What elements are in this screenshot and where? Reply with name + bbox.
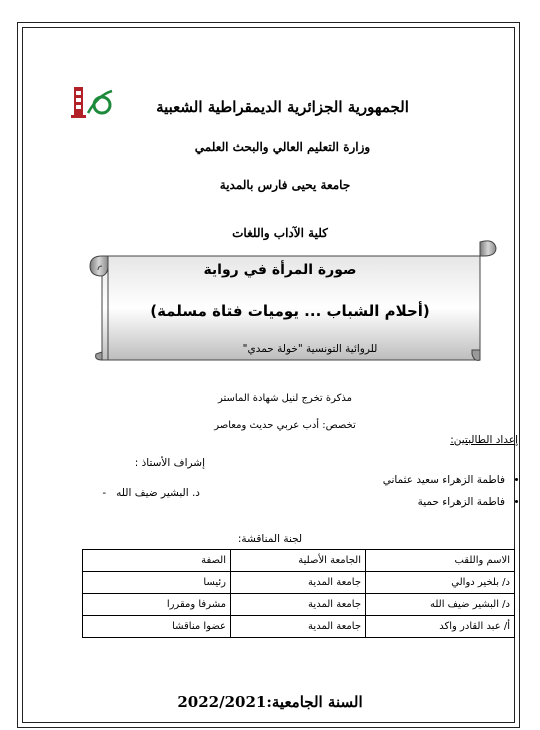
table-row [83,594,515,616]
academic-year: السنة الجامعية:2022/2021 [177,693,363,711]
table-cell: رئيسا [83,572,231,594]
header-cell-name: الاسم واللقب [366,550,515,572]
table-cell: جامعة المدية [231,594,366,616]
header-cell-role: الصفة [83,550,231,572]
table-row [83,572,515,594]
table-cell: د/ البشير ضيف الله [366,594,515,616]
supervisor-name-text: د. البشير ضيف الله [116,487,200,499]
thesis-title-line2: (أحلام الشباب ... يوميات فتاة مسلمة) [150,302,430,320]
faculty-name: كلية الآداب واللغات [232,226,328,240]
table-cell: عضوا مناقشا [83,616,231,638]
thesis-author-line: للروائية التونسية "خولة حمدي" [242,343,378,355]
specialty-line: تخصص: أدب عربي حديث ومعاصر [214,420,356,431]
university-logo [68,83,114,121]
student-name: • فاطمة الزهراء سعيد عثماني [355,469,505,491]
committee-table [82,549,515,638]
university-name: جامعة يحيى فارس بالمدية [219,178,351,192]
degree-line: مذكرة تخرج لنيل شهادة الماستر [218,393,352,404]
ministry-name: وزارة التعليم العالي والبحث العلمي [194,140,371,154]
bullet-marker: - [102,487,113,499]
header-cell-university: الجامعة الأصلية [231,550,366,572]
table-cell: د/ بلخير دوالي [366,572,515,594]
table-cell: مشرفا ومقررا [83,594,231,616]
table-cell: أ/ عبد القادر واكد [366,616,515,638]
students-label: إعداد الطالبتين: [450,434,518,446]
table-cell: جامعة المدية [231,616,366,638]
table-cell: جامعة المدية [231,572,366,594]
republic-name: الجمهورية الجزائرية الديمقراطية الشعبية [156,98,409,116]
supervisor-name [60,487,200,499]
supervisor-label: إشراف الأستاذ : [134,457,205,469]
student-name: • فاطمة الزهراء حمية [355,491,505,513]
students-list [355,469,521,513]
committee-label: لجنة المناقشة: [237,533,303,545]
thesis-title-line1: صورة المرأة في رواية [203,262,357,278]
table-row [83,616,515,638]
table-header-row [83,550,515,572]
